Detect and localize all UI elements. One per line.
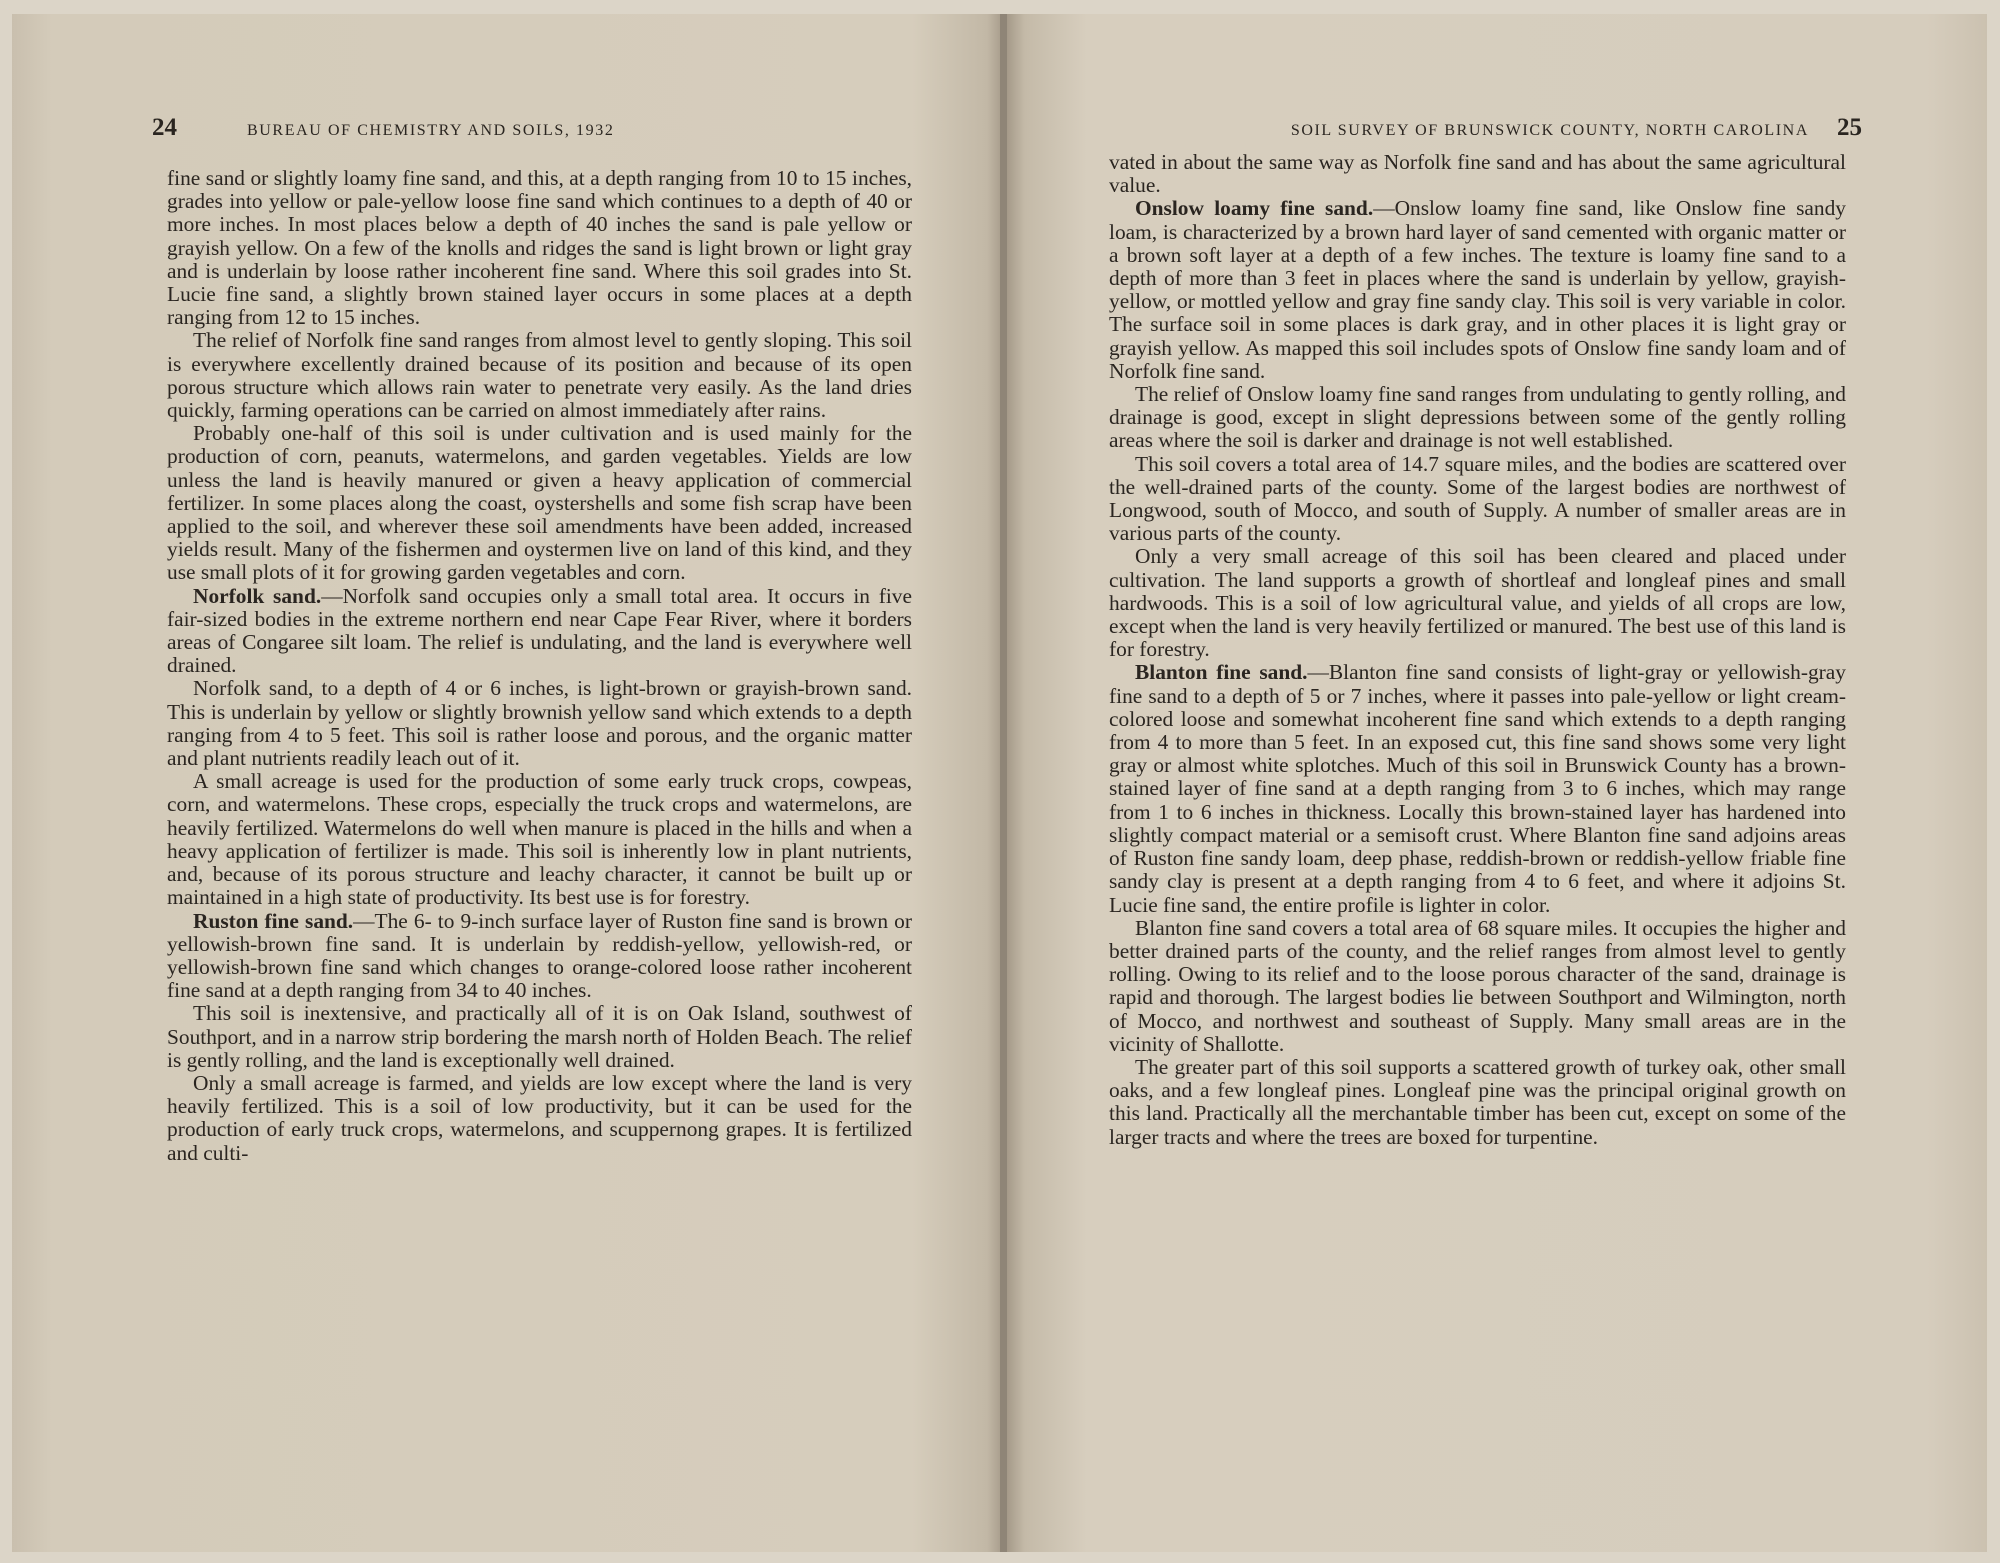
paragraph bbox=[167, 910, 912, 1003]
paragraph-text: Only a very small acreage of this soil has been cleared and placed under cultivation. The land supports a growth of shortleaf and longleaf pines and small hardwoods. This is a soil of low agricultural value, and yields of all crops are low, except when the land is very heavily fertilized or manured. The best use of this land is for forestry. bbox=[1109, 544, 1846, 662]
paragraph-text: This soil covers a total area of 14.7 square miles, and the bodies are scattered over the well-drained parts of the county. Some of the largest bodies are northwest of Longwood, south of Mocco, and south of Supply. A number of smaller areas are in various parts of the county. bbox=[1109, 451, 1846, 546]
paragraph bbox=[1109, 661, 1846, 916]
paragraph-text: The relief of Onslow loamy fine sand ranges from undulating to gently rolling, and drainage is good, except in slight depressions between some of the gently rolling areas where the soil is darker and drainage is not well established. bbox=[1109, 382, 1846, 453]
paragraph bbox=[167, 1002, 912, 1072]
book-spread bbox=[12, 14, 1987, 1552]
paragraph-text: Norfolk sand, to a depth of 4 or 6 inches, is light-brown or grayish-brown sand. This is underlain by yellow or slightly brownish yellow sand which extends to a depth ranging from 4 to 5 feet. This soil is rather loose and porous, and the organic matter and plant nutrients readily leach out of it. bbox=[167, 676, 912, 771]
paragraph-text: A small acreage is used for the production of some early truck crops, cowpeas, corn, and watermelons. These crops, especially the truck crops and watermelons, are heavily fertilized. Watermelons do well when manure is placed in the hills and when a heavy application of fertilizer is made. This soil is inherently low in plant nutrients, and, because of its porous structure and leachy character, it cannot be built up or maintained in a high state of productivity. Its best use is for forestry. bbox=[167, 769, 912, 910]
paragraph-text: This soil is inextensive, and practically all of it is on Oak Island, southwest of Southport, and in a narrow strip bordering the marsh north of Holden Beach. The relief is gently rolling, and the land is exceptionally well drained. bbox=[167, 1001, 912, 1072]
right-page bbox=[1007, 14, 1987, 1552]
paragraph bbox=[1109, 383, 1846, 453]
paragraph-text: fine sand or slightly loamy fine sand, and this, at a depth ranging from 10 to 15 inches, grades into yellow or pale-yellow loose fine sand which continues to a depth of 40 or more inches. In most places below a depth of 40 inches the sand is pale yellow or grayish yellow. On a few of the knolls and ridges the sand is light brown or light gray and is underlain by loose rather incoherent fine sand. Where this soil grades into St. Lucie fine sand, a slightly brown stained layer occurs in some places at a depth ranging from 12 to 15 inches. bbox=[167, 166, 912, 330]
section-heading-onslow-loamy-fine-sand: Onslow loamy fine sand. bbox=[1135, 196, 1374, 221]
paragraph-text: The relief of Norfolk fine sand ranges from almost level to gently sloping. This soil is everywhere excellently drained because of its position and because of its open porous structure which allows rain water to penetrate very easily. As the land dries quickly, farming operations can be carried on almost immediately after rains. bbox=[167, 328, 912, 423]
paragraph-text: —The 6- to 9-inch surface layer of Ruston fine sand is brown or yellowish-brown fine sand. It is underlain by reddish-yellow, yellowish-red, or yellowish-brown fine sand which changes to orange-colored loose rather incoherent fine sand at a depth ranging from 34 to 40 inches. bbox=[167, 908, 912, 1003]
running-head: BUREAU OF CHEMISTRY AND SOILS, 1932 bbox=[247, 122, 615, 139]
paragraph bbox=[167, 1072, 912, 1165]
paragraph bbox=[167, 329, 912, 422]
section-heading-ruston-fine-sand: Ruston fine sand. bbox=[193, 908, 354, 933]
paragraph-text: —Onslow loamy fine sand, like Onslow fine sandy loam, is characterized by a brown hard layer of sand cemented with organic matter or a brown soft layer at a depth of a few inches. The texture is loamy fine sand to a depth of more than 3 feet in places where the sand is underlain by yellow, grayish-yellow, or mottled yellow and gray fine sandy clay. This soil is very variable in color. The surface soil in some places is dark gray, and in other places it is light gray or grayish yellow. As mapped this soil includes spots of Onslow fine sandy loam and of Norfolk fine sand. bbox=[1109, 196, 1846, 383]
paragraph bbox=[1109, 545, 1846, 661]
paragraph bbox=[1109, 1056, 1846, 1149]
right-text-column bbox=[1109, 151, 1846, 1149]
left-text-column bbox=[167, 167, 912, 1165]
paragraph-text: The greater part of this soil supports a scattered growth of turkey oak, other small oaks, and a few longleaf pines. Longleaf pine was the principal original growth on this land. Practically all the merchantable timber has been cut, except on some of the larger tracts and where the trees are boxed for turpentine. bbox=[1109, 1054, 1846, 1149]
paragraph-text: —Norfolk sand occupies only a small total area. It occurs in five fair-sized bodies in the extreme northern end near Cape Fear River, where it borders areas of Congaree silt loam. The relief is undulating, and the land is everywhere well drained. bbox=[167, 583, 912, 678]
left-page-header bbox=[152, 114, 912, 154]
paragraph-text: Only a small acreage is farmed, and yields are low except where the land is very heavily fertilized. This is a soil of low productivity, but it can be used for the production of early truck crops, watermelons, and scuppernong grapes. It is fertilized and culti- bbox=[167, 1070, 912, 1165]
paragraph bbox=[167, 585, 912, 678]
paragraph bbox=[1109, 197, 1846, 383]
paragraph bbox=[167, 167, 912, 329]
running-head: SOIL SURVEY OF BRUNSWICK COUNTY, NORTH CAROLINA bbox=[1290, 122, 1809, 139]
paragraph bbox=[167, 770, 912, 909]
page-number: 24 bbox=[152, 114, 177, 141]
paragraph-text: Probably one-half of this soil is under cultivation and is used mainly for the production of corn, peanuts, watermelons, and garden vegetables. Yields are low unless the land is heavily manured or given a heavy application of commercial fertilizer. In some places along the coast, oystershells and some fish scrap have been applied to the soil, and wherever these soil amendments have been added, increased yields result. Many of the fishermen and oystermen live on land of this kind, and they use small plots of it for growing garden vegetables and corn. bbox=[167, 421, 912, 585]
page-number: 25 bbox=[1837, 114, 1862, 141]
section-heading-norfolk-sand: Norfolk sand. bbox=[193, 583, 322, 608]
section-heading-blanton-fine-sand: Blanton fine sand. bbox=[1135, 660, 1308, 685]
paragraph-text: —Blanton fine sand consists of light-gray or yellowish-gray fine sand to a depth of 5 or 7 inches, where it passes into pale-yellow or light cream-colored loose and somewhat incoherent fine sand which extends to a depth ranging from 4 to more than 5 feet. In an exposed cut, this fine sand shows some very light gray or almost white splotches. Much of this soil in Brunswick County has a brown-stained layer of fine sand at a depth ranging from 3 to 6 inches, which may range from 1 to 6 inches in thickness. Locally this brown-stained layer has hardened into slightly compact material or a semisoft crust. Where Blanton fine sand adjoins areas of Ruston fine sandy loam, deep phase, reddish-brown or reddish-yellow friable fine sandy clay is present at a depth ranging from 4 to 6 feet, and where it adjoins St. Lucie fine sand, the entire profile is lighter in color. bbox=[1109, 660, 1846, 917]
right-page-header bbox=[1167, 114, 1862, 154]
left-page bbox=[12, 14, 1002, 1552]
paragraph bbox=[167, 677, 912, 770]
paragraph-text: Blanton fine sand covers a total area of 68 square miles. It occupies the higher and better drained parts of the county, and the relief ranges from almost level to gently rolling. Owing to its relief and to the loose porous character of the sand, drainage is rapid and thorough. The largest bodies lie between Southport and Wilmington, north of Mocco, and northwest and southeast of Supply. Many small areas are in the vicinity of Shallotte. bbox=[1109, 915, 1846, 1056]
paragraph bbox=[167, 422, 912, 584]
paragraph bbox=[1109, 151, 1846, 197]
paragraph-text: vated in about the same way as Norfolk fine sand and has about the same agricultural value. bbox=[1109, 150, 1846, 198]
paragraph bbox=[1109, 917, 1846, 1056]
paragraph bbox=[1109, 453, 1846, 546]
